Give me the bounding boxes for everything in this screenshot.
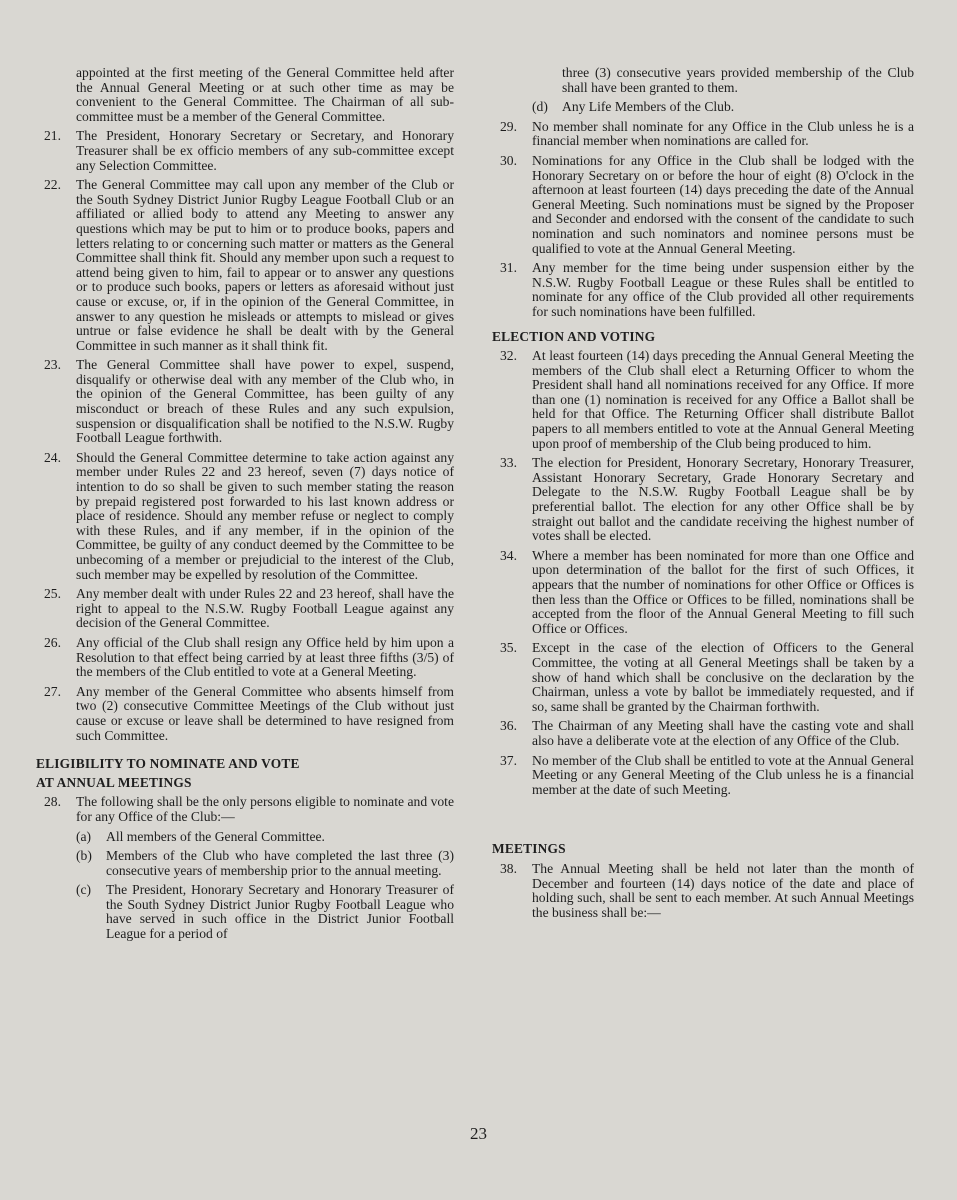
rule-36 <box>492 719 914 748</box>
rule-text: Any member for the time being under suspension either by the N.S.W. Rugby Football League or these Rules shall be entitled to nominate for any office of the Club provided all other requirements for such nominations have been fulfilled. <box>532 260 914 319</box>
rule-25 <box>36 587 454 631</box>
rule-text: appointed at the first meeting of the General Committee held after the Annual General Meeting or at such other time as may be convenient to the General Committee. The Chairman of all sub-committee must be a member of the General Committee. <box>76 65 454 124</box>
rule-30 <box>492 154 914 256</box>
rule-21 <box>36 129 454 173</box>
rule-number: 26. <box>44 634 61 650</box>
rule-32 <box>492 349 914 451</box>
rule-28 <box>36 795 454 824</box>
rule-text: The President, Honorary Secretary or Secretary, and Honorary Treasurer shall be ex officio members of any sub-committee except any Selection Committee. <box>76 128 454 173</box>
rule-28-item-d <box>492 100 914 115</box>
rule-text: Any official of the Club shall resign any Office held by him upon a Resolution to that effect being carried by at least three fifths (3/5) of the members of the Club entitled to vote at a General Meeting. <box>76 634 454 680</box>
rule-number: 23. <box>44 357 61 373</box>
rule-23 <box>36 358 454 446</box>
rule-34 <box>492 549 914 637</box>
rule-22 <box>36 178 454 353</box>
item-text: three (3) consecutive years provided membership of the Club shall have been granted to them. <box>562 65 914 95</box>
rule-number: 27. <box>44 683 61 699</box>
rule-text: The following shall be the only persons eligible to nominate and vote for any Office of the Club:— <box>76 794 454 824</box>
rule-number: 33. <box>500 455 517 471</box>
section-gap <box>492 802 914 832</box>
right-column <box>492 66 914 925</box>
rule-text: No member of the Club shall be entitled to vote at the Annual General Meeting or any General Meeting of the Club unless he is a financial member at the date of such Meeting. <box>532 752 914 797</box>
rule-number: 37. <box>500 752 517 768</box>
rule-28-item-a <box>36 830 454 845</box>
rule-number: 22. <box>44 177 61 193</box>
section-heading-election: ELECTION AND VOTING <box>492 328 656 344</box>
rule-text: Any member dealt with under Rules 22 and 23 hereof, shall have the right to appeal to the N.S.W. Rugby Football League against any decision of the General Committee. <box>76 586 454 631</box>
rule-37 <box>492 754 914 798</box>
item-marker: (d) <box>532 99 548 115</box>
rule-number: 36. <box>500 718 517 734</box>
item-text: The President, Honorary Secretary and Honorary Treasurer of the South Sydney District Junior Rugby Football League who have served in such office in the District Junior Football League for a period of <box>106 882 454 942</box>
rule-number: 28. <box>44 794 61 810</box>
rule-35 <box>492 641 914 714</box>
rule-28-item-b <box>36 849 454 878</box>
item-marker: (a) <box>76 828 92 844</box>
rule-number: 24. <box>44 449 61 465</box>
rule-29 <box>492 120 914 149</box>
rule-number: 21. <box>44 128 61 144</box>
item-text: All members of the General Committee. <box>106 828 325 844</box>
item-text: Any Life Members of the Club. <box>562 99 735 115</box>
rule-24 <box>36 451 454 582</box>
rule-31 <box>492 261 914 319</box>
rule-28-item-c-continuation <box>492 66 914 95</box>
rule-38 <box>492 862 914 920</box>
section-heading-eligibility: ELIGIBILITY TO NOMINATE AND VOTE <box>36 756 300 772</box>
rule-text: The General Committee shall have power to expel, suspend, disqualify or otherwise deal with any member of the Club who, in the opinion of the General Committee, has been guilty of any misconduct or breach of these Rules and any such expulsion, suspension or disqualification shall be notified to the N.S.W. Rugby Football League forthwith. <box>76 357 454 446</box>
rule-number: 30. <box>500 152 517 168</box>
rule-number: 38. <box>500 860 517 876</box>
page-number: 23 <box>470 1124 487 1143</box>
rule-text: The Chairman of any Meeting shall have the casting vote and shall also have a deliberate vote at the election of any Office of the Club. <box>532 718 914 748</box>
section-heading-meetings: MEETINGS <box>492 841 566 857</box>
rule-text: The election for President, Honorary Secretary, Honorary Treasurer, Assistant Honorary Secretary, Grade Honorary Secretary and Delegate to the N.S.W. Rugby Football League shall be by preferential ballot. The election for any other Office shall be by straight out ballot and the candidate receiving the highest number of votes shall be elected. <box>532 455 914 544</box>
rule-text: Except in the case of the election of Officers to the General Committee, the voting at all General Meetings shall be taken by a show of hand which shall be conclusive on the declaration by the Chairman, unless a vote by ballot be immediately requested, and if so, same shall be granted by the Chairman forthwith. <box>532 640 914 714</box>
rule-text: At least fourteen (14) days preceding the Annual General Meeting the members of the Club shall elect a Returning Officer to whom the President shall hand all nominations received for any Office. If more than one (1) nomination is received for any Office a Ballot shall be held for that Office. The Returning Officer shall distribute Ballot papers to all members entitled to vote at the Annual General Meeting upon proof of membership of the Club being produced to him. <box>532 348 914 451</box>
rule-text: No member shall nominate for any Office in the Club unless he is a financial member when nominations are called for. <box>532 118 914 149</box>
rule-27 <box>36 685 454 743</box>
rule-number: 31. <box>500 260 517 276</box>
rule-number: 29. <box>500 118 517 134</box>
rule-text: The General Committee may call upon any member of the Club or the South Sydney District Junior Rugby League Football Club or an affiliated or allied body to attend any Meeting to answer any questions which may be put to him or to produce books, papers and letters relating to or concerning such matter or matters as the General Committee shall think fit. Should any member upon such a request to attend being given to him, fail to appear or to answer any questions or to produce such books, papers or letters as aforesaid without just cause or excuse, or, if in the opinion of the General Committee, in answer to any question he misleads or attempts to mislead or gives untrue or false evidence he shall be dealt with by the General Committee in such manner as it shall think fit. <box>76 177 454 353</box>
item-marker: (b) <box>76 848 92 864</box>
rule-33 <box>492 456 914 544</box>
rule-26 <box>36 636 454 680</box>
rule-number: 34. <box>500 547 517 563</box>
rule-number: 35. <box>500 640 517 656</box>
rule-text: Where a member has been nominated for more than one Office and upon determination of the ballot for the first of such Offices, it appears that the number of nominations for other Office or Offices is then less than the Office or Offices to be filled, nominations shall be accepted from the floor of the Annual General Meeting to fill such Office or Offices. <box>532 547 914 636</box>
rule-text: Should the General Committee determine to take action against any member under Rules 22 and 23 hereof, seven (7) days notice of intention to do so shall be given to such member stating the reason by prepaid registered post forwarded to his last known address or place of residence. Should any member refuse or neglect to comply with these Rules, and if any member, if in the opinion of the Committee, be guilty of any conduct deemed by the Committee to be unbecoming of a member or prejudicial to the interest of the Club, such member may be expelled by resolution of the Committee. <box>76 449 454 582</box>
left-column <box>36 66 454 947</box>
rule-number: 32. <box>500 348 517 364</box>
rule-28-item-c <box>36 883 454 941</box>
section-heading-eligibility-line-2: AT ANNUAL MEETINGS <box>36 774 192 790</box>
item-marker: (c) <box>76 882 92 898</box>
rule-text: Nominations for any Office in the Club shall be lodged with the Honorary Secretary on or before the hour of eight (8) O'clock in the afternoon at least fourteen (14) days preceding the date of the Annual General Meeting. Such nominations must be signed by the Proposer and Seconder and endorsed with the consent of the candidate to such nomination and such nominators and nominee persons must be qualified to vote at the Annual General Meeting. <box>532 152 914 256</box>
rule-number: 25. <box>44 586 61 602</box>
rule-20-continuation <box>36 66 454 124</box>
rule-text: The Annual Meeting shall be held not later than the month of December and fourteen (14) days notice of the date and place of holding such, shall be sent to each member. At such Annual Meetings the business shall be:— <box>532 860 914 920</box>
item-text: Members of the Club who have completed the last three (3) consecutive years of membership prior to the annual meeting. <box>106 848 454 878</box>
rule-text: Any member of the General Committee who absents himself from two (2) consecutive Committee Meetings of the Club without just cause or excuse or leave shall be determined to have resigned from such Committee. <box>76 683 454 743</box>
